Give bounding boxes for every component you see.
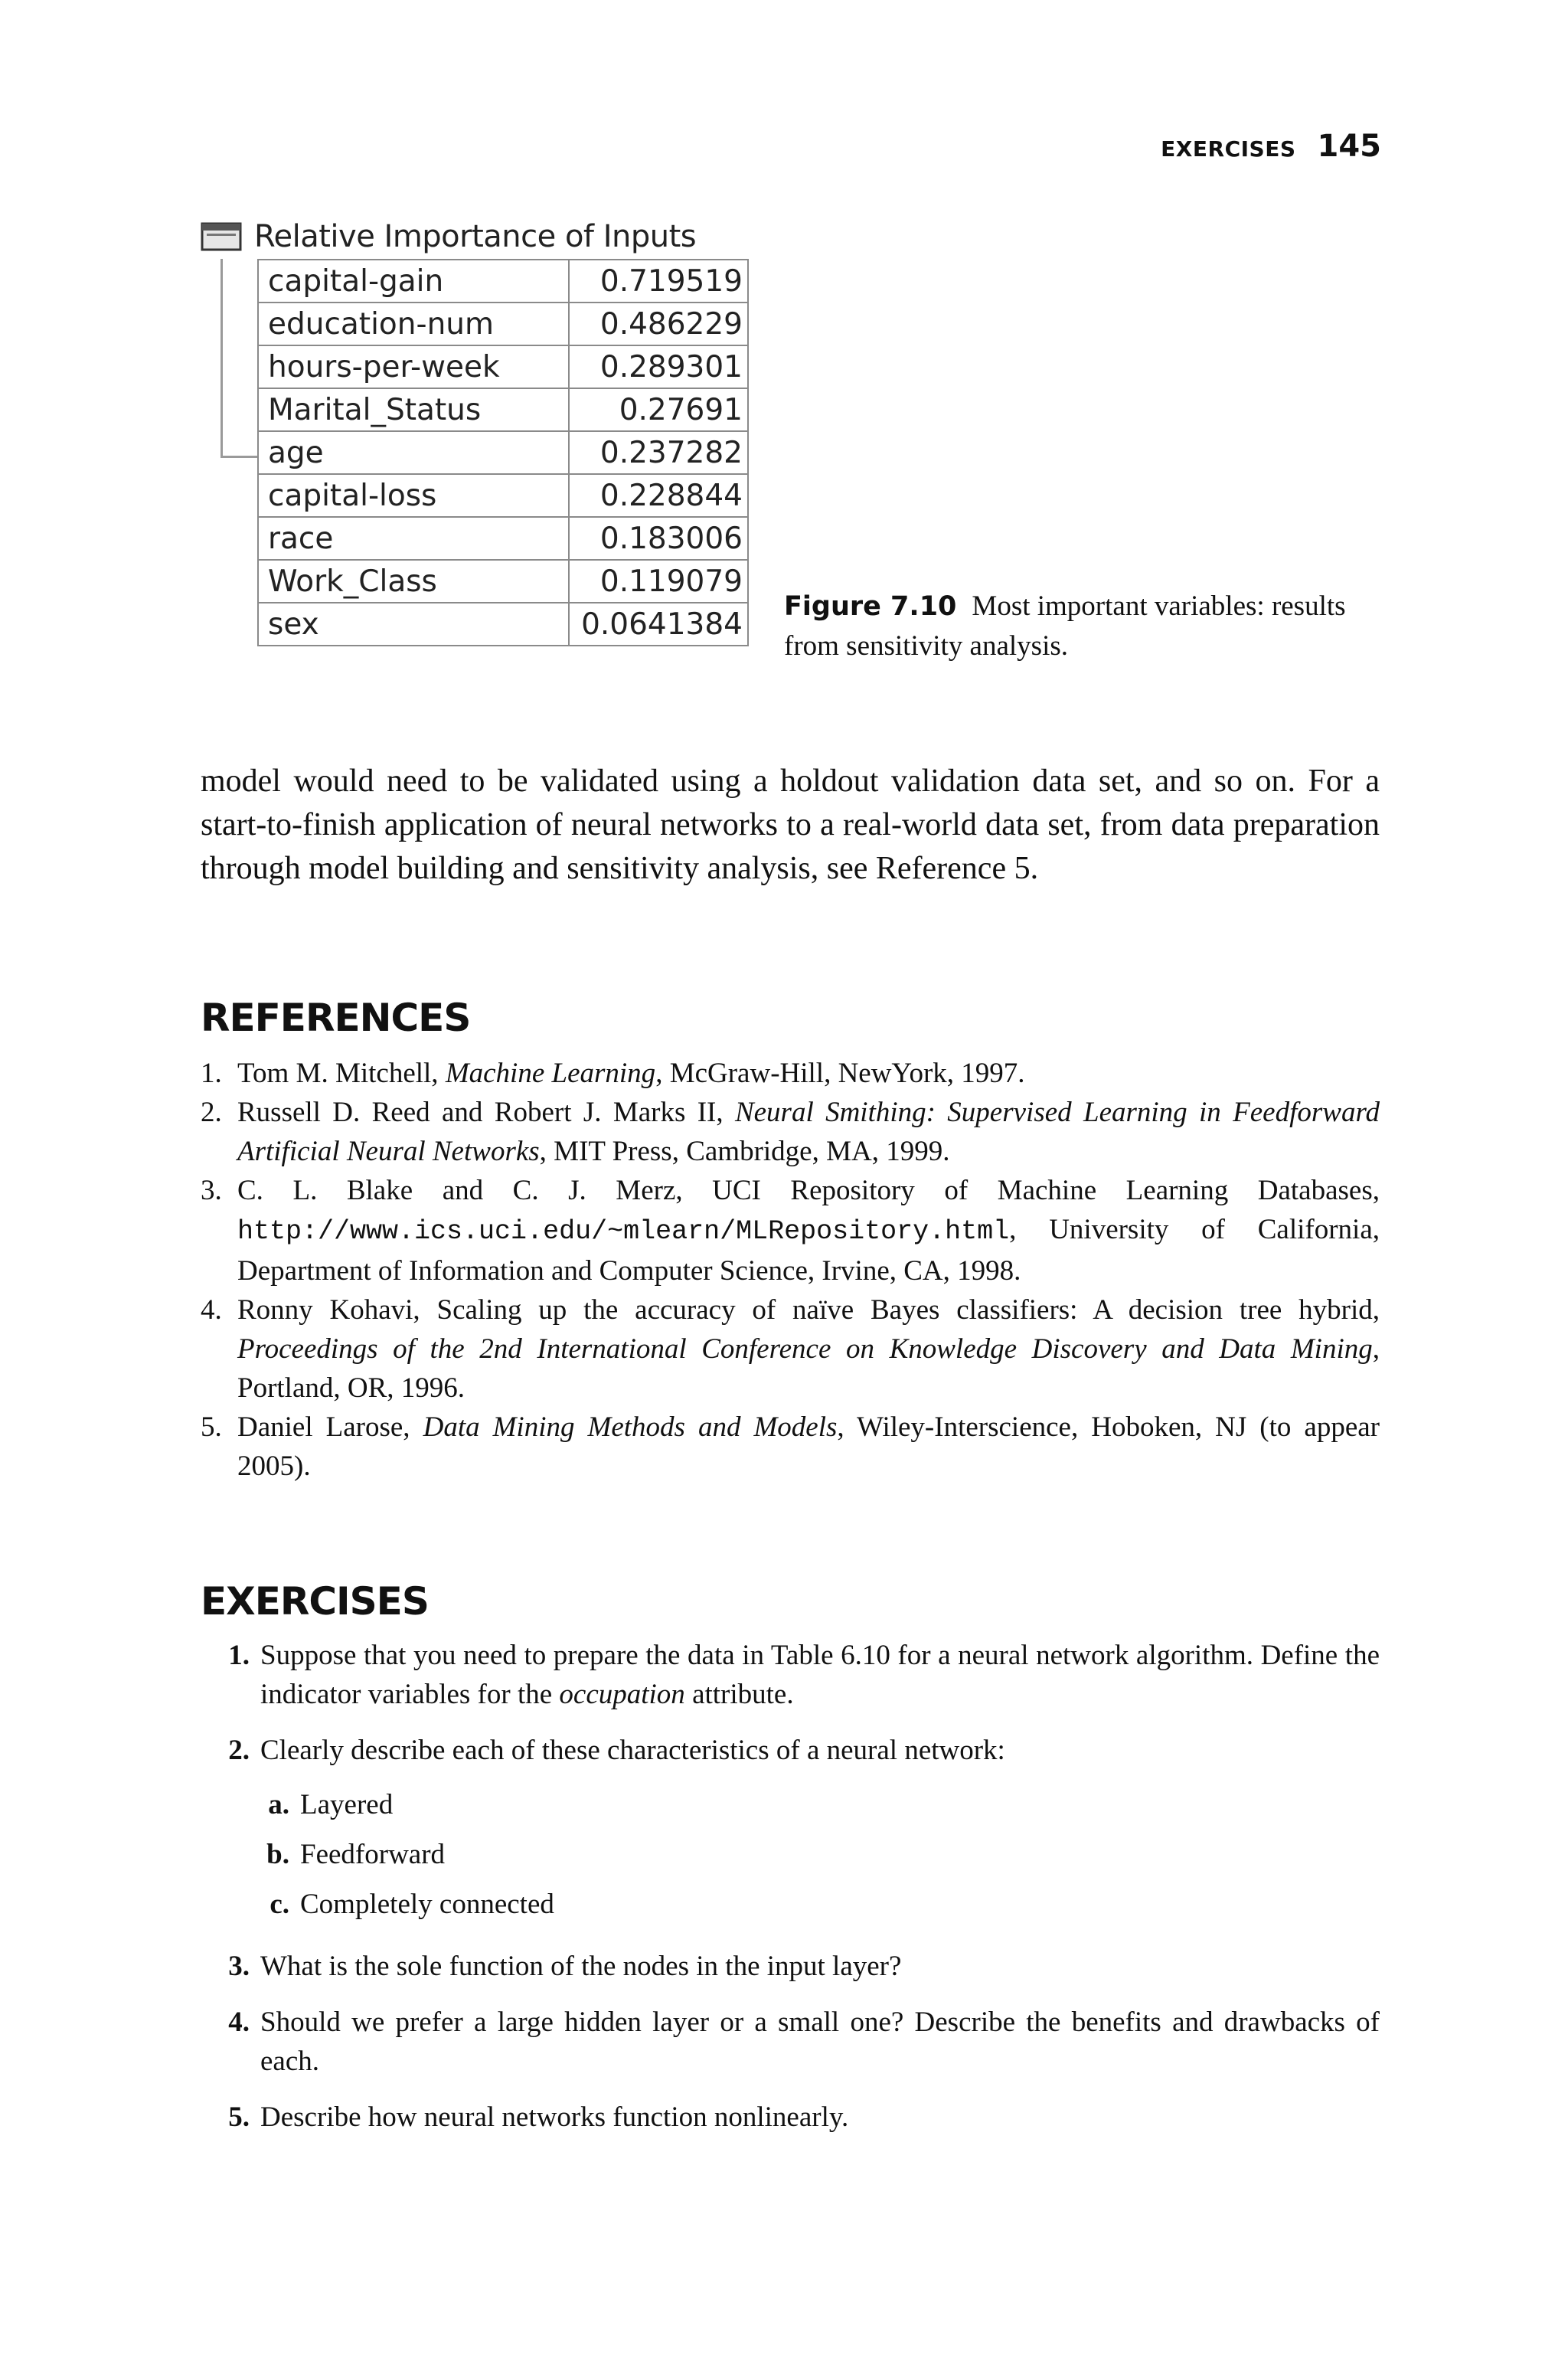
reference-number: 3. bbox=[201, 1175, 222, 1206]
exercise-item bbox=[201, 2003, 1380, 2081]
subitem-text: Layered bbox=[300, 1789, 394, 1820]
reference-item bbox=[201, 1408, 1380, 1486]
table-row bbox=[258, 517, 748, 560]
exercise-text: What is the sole function of the nodes in the input layer? bbox=[260, 1951, 902, 1982]
reference-text: Tom M. Mitchell, Machine Learning, McGraw-Hill, NewYork, 1997. bbox=[237, 1058, 1025, 1089]
reference-number: 4. bbox=[201, 1294, 222, 1326]
exercise-item bbox=[201, 1947, 1380, 1986]
variable-name: Marital_Status bbox=[258, 388, 569, 431]
exercise-subitem bbox=[260, 1885, 1380, 1924]
importance-value: 0.183006 bbox=[569, 517, 748, 560]
importance-value: 0.119079 bbox=[569, 560, 748, 603]
relative-importance-figure bbox=[201, 221, 752, 665]
exercises-heading: EXERCISES bbox=[201, 1579, 429, 1624]
exercise-text: Clearly describe each of these characteristics of a neural network: bbox=[260, 1735, 1005, 1766]
reference-text: Daniel Larose, Data Mining Methods and Models, Wiley-Interscience, Hoboken, NJ (to appear 2005). bbox=[237, 1411, 1380, 1482]
reference-text: Russell D. Reed and Robert J. Marks II, Neural Smithing: Supervised Learning in Feedforward Artificial Neural Networks, MIT Press, Cambridge, MA, 1999. bbox=[237, 1097, 1380, 1167]
reference-item bbox=[201, 1093, 1380, 1171]
importance-value: 0.27691 bbox=[569, 388, 748, 431]
folder-icon bbox=[201, 221, 242, 251]
subitem-letter: a. bbox=[268, 1789, 289, 1820]
variable-name: education-num bbox=[258, 303, 569, 345]
references-list bbox=[201, 1054, 1380, 1486]
exercise-subitem bbox=[260, 1785, 1380, 1824]
exercise-item bbox=[201, 2098, 1380, 2137]
tree-line bbox=[220, 259, 223, 458]
table-row bbox=[258, 303, 748, 345]
exercise-number: 2. bbox=[228, 1735, 250, 1766]
exercise-number: 4. bbox=[228, 2007, 250, 2038]
exercise-item bbox=[201, 1636, 1380, 1714]
reference-title: Data Mining Methods and Models bbox=[423, 1411, 838, 1443]
variable-name: race bbox=[258, 517, 569, 560]
reference-number: 2. bbox=[201, 1097, 222, 1128]
figure-caption bbox=[784, 587, 1381, 666]
subitem-text: Completely connected bbox=[300, 1889, 554, 1920]
running-header bbox=[1161, 129, 1381, 164]
page-number: 145 bbox=[1317, 129, 1381, 164]
importance-value: 0.228844 bbox=[569, 474, 748, 517]
variable-name: capital-gain bbox=[258, 260, 569, 303]
table-row bbox=[258, 603, 748, 646]
table-row bbox=[258, 388, 748, 431]
reference-title: Proceedings of the 2nd International Conference on Knowledge Discovery and Data Mining bbox=[237, 1333, 1373, 1365]
exercise-emphasis: occupation bbox=[559, 1679, 685, 1710]
reference-number: 1. bbox=[201, 1058, 222, 1089]
exercise-text: Suppose that you need to prepare the data in Table 6.10 for a neural network algorithm. Define the indicator variables for the occupation attribute. bbox=[260, 1640, 1380, 1710]
subitem-text: Feedforward bbox=[300, 1839, 446, 1870]
exercise-item bbox=[201, 1731, 1380, 1770]
reference-item bbox=[201, 1054, 1380, 1093]
subitem-letter: b. bbox=[266, 1839, 289, 1870]
variable-name: age bbox=[258, 431, 569, 474]
reference-number: 5. bbox=[201, 1411, 222, 1443]
reference-url[interactable]: http://www.ics.uci.edu/~mlearn/MLRepository.html bbox=[237, 1216, 1010, 1247]
variable-name: Work_Class bbox=[258, 560, 569, 603]
panel-title: Relative Importance of Inputs bbox=[254, 219, 697, 254]
variable-name: capital-loss bbox=[258, 474, 569, 517]
importance-value: 0.719519 bbox=[569, 260, 748, 303]
variable-name: sex bbox=[258, 603, 569, 646]
importance-value: 0.486229 bbox=[569, 303, 748, 345]
reference-title: Neural Smithing: Supervised Learning in Feedforward Artificial Neural Networks bbox=[237, 1097, 1380, 1167]
table-row bbox=[258, 560, 748, 603]
reference-item bbox=[201, 1290, 1380, 1408]
exercise-number: 1. bbox=[228, 1640, 250, 1671]
exercise-text: Should we prefer a large hidden layer or a small one? Describe the benefits and drawbacks of each. bbox=[260, 2007, 1380, 2077]
exercise-subitem bbox=[260, 1835, 1380, 1874]
figure-label: Figure 7.10 bbox=[784, 591, 957, 622]
variable-name: hours-per-week bbox=[258, 345, 569, 388]
reference-title: Machine Learning bbox=[445, 1058, 656, 1089]
reference-item bbox=[201, 1171, 1380, 1290]
importance-value: 0.237282 bbox=[569, 431, 748, 474]
tree-branch bbox=[220, 456, 257, 458]
table-row bbox=[258, 431, 748, 474]
exercise-subitems bbox=[201, 1785, 1380, 1924]
subitem-letter: c. bbox=[270, 1889, 289, 1920]
exercise-number: 3. bbox=[228, 1951, 250, 1982]
table-row bbox=[258, 474, 748, 517]
exercises-list bbox=[201, 1636, 1380, 2154]
importance-value: 0.289301 bbox=[569, 345, 748, 388]
reference-text: C. L. Blake and C. J. Merz, UCI Repository of Machine Learning Databases, http://www.ics.uci.edu/~mlearn/MLRepository.html, University of California, Department of Information and Computer Science, Irvine, CA, 1998. bbox=[237, 1175, 1380, 1287]
reference-text: Ronny Kohavi, Scaling up the accuracy of naïve Bayes classifiers: A decision tree hybrid, Proceedings of the 2nd International Conference on Knowledge Discovery and Data Mining, Portland, OR, 1996. bbox=[237, 1294, 1380, 1404]
table-row bbox=[258, 345, 748, 388]
references-heading: REFERENCES bbox=[201, 996, 471, 1040]
caption-text: Most important variables: results from sensitivity analysis. bbox=[784, 590, 1346, 662]
body-paragraph: model would need to be validated using a holdout validation data set, and so on. For a start-to-finish application of neural networks to a real-world data set, from data preparation through model building and sensitivity analysis, see Reference 5. bbox=[201, 764, 1380, 886]
exercise-text: Describe how neural networks function nonlinearly. bbox=[260, 2101, 849, 2133]
table-row bbox=[258, 260, 748, 303]
exercise-number: 5. bbox=[228, 2101, 250, 2133]
running-header-section: EXERCISES bbox=[1161, 136, 1296, 162]
importance-table bbox=[257, 259, 749, 646]
importance-value: 0.0641384 bbox=[569, 603, 748, 646]
